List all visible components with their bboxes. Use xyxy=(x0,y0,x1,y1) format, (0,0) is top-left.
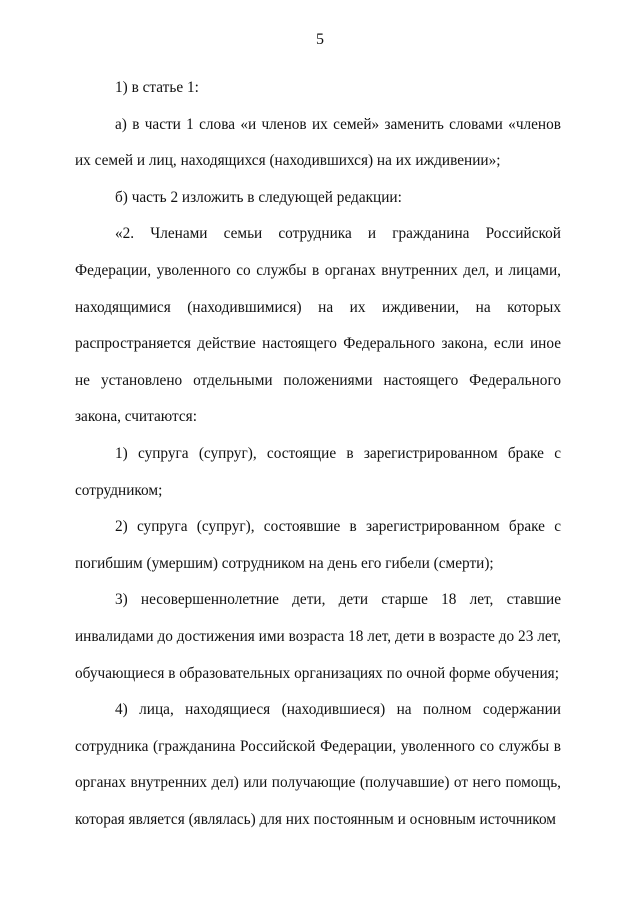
document-body xyxy=(75,70,561,838)
paragraph-subitem-4: 4) лица, находящиеся (находившиеся) на полном содержании сотрудника (гражданина Российской Федерации, уволенного со службы в органах внутренних дел) или получающие (получавшие) от него помощь, которая является (являлась) для них постоянным и основным источником xyxy=(75,701,561,828)
paragraph-item-a: а) в части 1 слова «и членов их семей» заменить словами «членов их семей и лиц, находящихся (находившихся) на их иждивении»; xyxy=(75,115,561,170)
paragraph-subitem-2: 2) супруга (супруг), состоявшие в зарегистрированном браке с погибшим (умершим) сотрудником на день его гибели (смерти); xyxy=(75,518,561,572)
paragraph-subitem-1: 1) супруга (супруг), состоящие в зарегистрированном браке с сотрудником; xyxy=(75,444,561,499)
paragraph-part-2-text: «2. Членами семьи сотрудника и гражданина Российской Федерации, уволенного со службы в органах внутренних дел, и лицами, находящимися (находившимися) на их иждивении, на которых распространяется действие настоящего Федерального закона, если иное не установлено отдельными положениями настоящего Федерального закона, считаются: xyxy=(75,225,561,426)
paragraph-item-b: б) часть 2 изложить в следующей редакции: xyxy=(115,188,402,206)
paragraph-article-1: 1) в статье 1: xyxy=(115,79,199,96)
page-number: 5 xyxy=(316,31,324,48)
paragraph-subitem-3: 3) несовершеннолетние дети, дети старше 18 лет, ставшие инвалидами до достижения ими возраста 18 лет, дети в возрасте до 23 лет, обучающиеся в образовательных организациях по очной форме обучения; xyxy=(75,591,561,682)
